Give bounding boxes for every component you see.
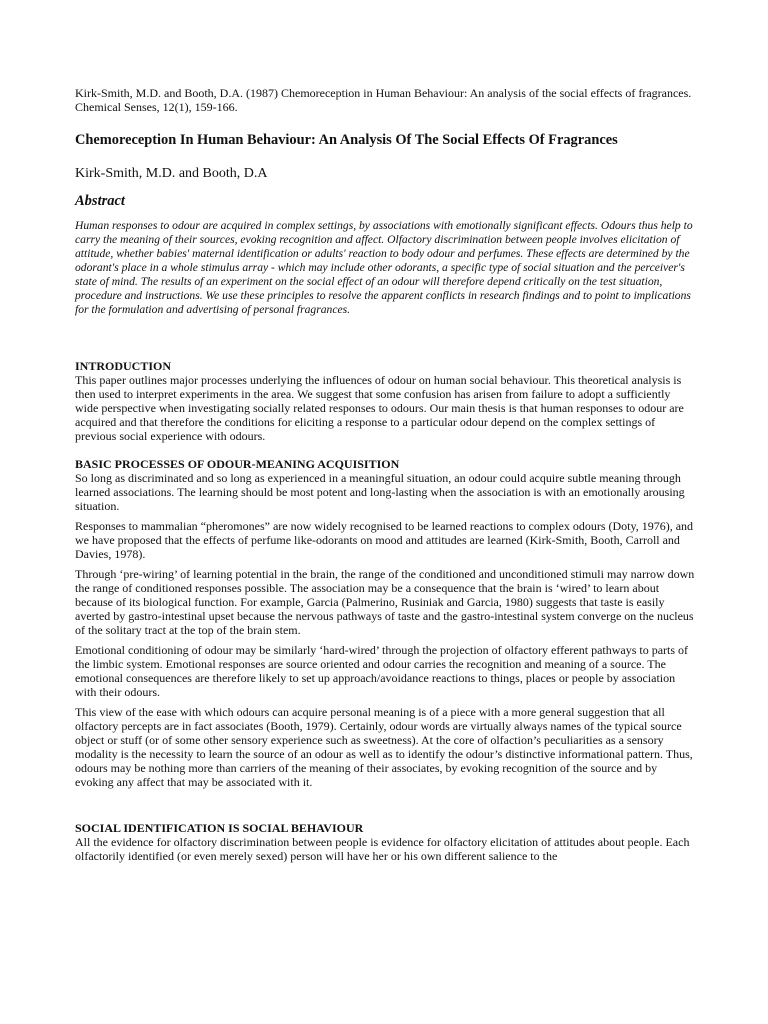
abstract-heading: Abstract (75, 193, 125, 209)
paper-title: Chemoreception In Human Behaviour: An Analysis Of The Social Effects Of Fragrances (75, 132, 618, 148)
section-heading-introduction: INTRODUCTION (75, 359, 172, 373)
paragraph: Emotional conditioning of odour may be similarly ‘hard-wired’ through the projection of olfactory efferent pathways to parts of the limbic system. Emotional responses are source oriented and odour carries the recognition and meaning of a source. The emotional consequences are therefore likely to set up approach/avoidance reactions to things, places or people by association with their odours. (75, 643, 689, 699)
social-identification-section (75, 821, 695, 863)
paragraph: This paper outlines major processes underlying the influences of odour on human social behaviour. This theoretical analysis is then used to interpret experiments in the area. We suggest that some confusion has arisen from failure to adopt a sufficiently wide perspective when investigating socially related responses to odours. Our main thesis is that human responses to odour are acquired and that therefore the conditions for eliciting a response to a particular odour depend on the complex settings of previous social experience with odours. (75, 373, 684, 443)
abstract-section (75, 193, 695, 317)
paragraph: All the evidence for olfactory discrimination between people is evidence for olfactory elicitation of attitudes about people. Each olfactorily identified (or even merely sexed) person will have her or his own different salience to the (75, 835, 690, 863)
authors: Kirk-Smith, M.D. and Booth, D.A (75, 166, 268, 181)
abstract-text: Human responses to odour are acquired in complex settings, by associations with emotionally significant effects. Odours thus help to carry the meaning of their sources, evoking recognition and affect. Olfactory discrimination between people involves elicitation of attitude, whether babies' maternal identification or adults' reaction to body odour and perfumes. These effects are determined by the odorant's place in a whole stimulus array - which may include other odorants, a specific type of social situation and the perceiver's state of mind. The results of an experiment on the social effect of an odour will therefore depend critically on the test situation, procedure and instructions. We use these principles to resolve the apparent conflicts in research findings and to point to implications for the formulation and advertising of personal fragrances. (75, 219, 693, 316)
document-page (75, 86, 695, 877)
section-heading-social-identification: SOCIAL IDENTIFICATION IS SOCIAL BEHAVIOUR (75, 821, 364, 835)
introduction-section (75, 359, 695, 443)
paragraph: Through ‘pre-wiring’ of learning potential in the brain, the range of the conditioned and unconditioned stimuli may narrow down the range of conditioned responses possible. The association may be a consequence that the brain is ‘wired’ to learn about because of its biological function. For example, Garcia (Palmerino, Rusiniak and Garcia, 1980) suggests that taste is easily averted by gastro-intestinal upset because the nervous pathways of taste and the gastro-intestinal system converge on the nucleus of the solitary tract at the top of the brain stem. (75, 567, 695, 637)
paragraph: Responses to mammalian “pheromones” are now widely recognised to be learned reactions to complex odours (Doty, 1976), and we have proposed that the effects of perfume like-odorants on mood and attitudes are learned (Kirk-Smith, Booth, Carroll and Davies, 1978). (75, 519, 694, 561)
section-heading-basic-processes: BASIC PROCESSES OF ODOUR-MEANING ACQUISITION (75, 457, 400, 471)
paragraph: This view of the ease with which odours can acquire personal meaning is of a piece with a more general suggestion that all olfactory percepts are in fact associates (Booth, 1979). Certainly, odour words are virtually always names of the typical source object or stuff (or of some other sensory experience such as sweetness). At the core of olfaction’s peculiarities as a sensory modality is the necessity to learn the source of an odour as well as to identify the odour’s distinctive informational pattern. Thus, odours may be nothing more than carriers of the meaning of their associates, by evoking recognition of the source and by evoking any affect that may be associated with it. (75, 705, 693, 789)
basic-processes-section (75, 457, 695, 789)
paragraph: So long as discriminated and so long as experienced in a meaningful situation, an odour could acquire subtle meaning through learned associations. The learning should be most potent and long-lasting when the association is with an emotionally arousing situation. (75, 471, 685, 513)
citation: Kirk-Smith, M.D. and Booth, D.A. (1987) Chemoreception in Human Behaviour: An analysis of the social effects of fragrances. Chemical Senses, 12(1), 159-166. (75, 86, 692, 114)
